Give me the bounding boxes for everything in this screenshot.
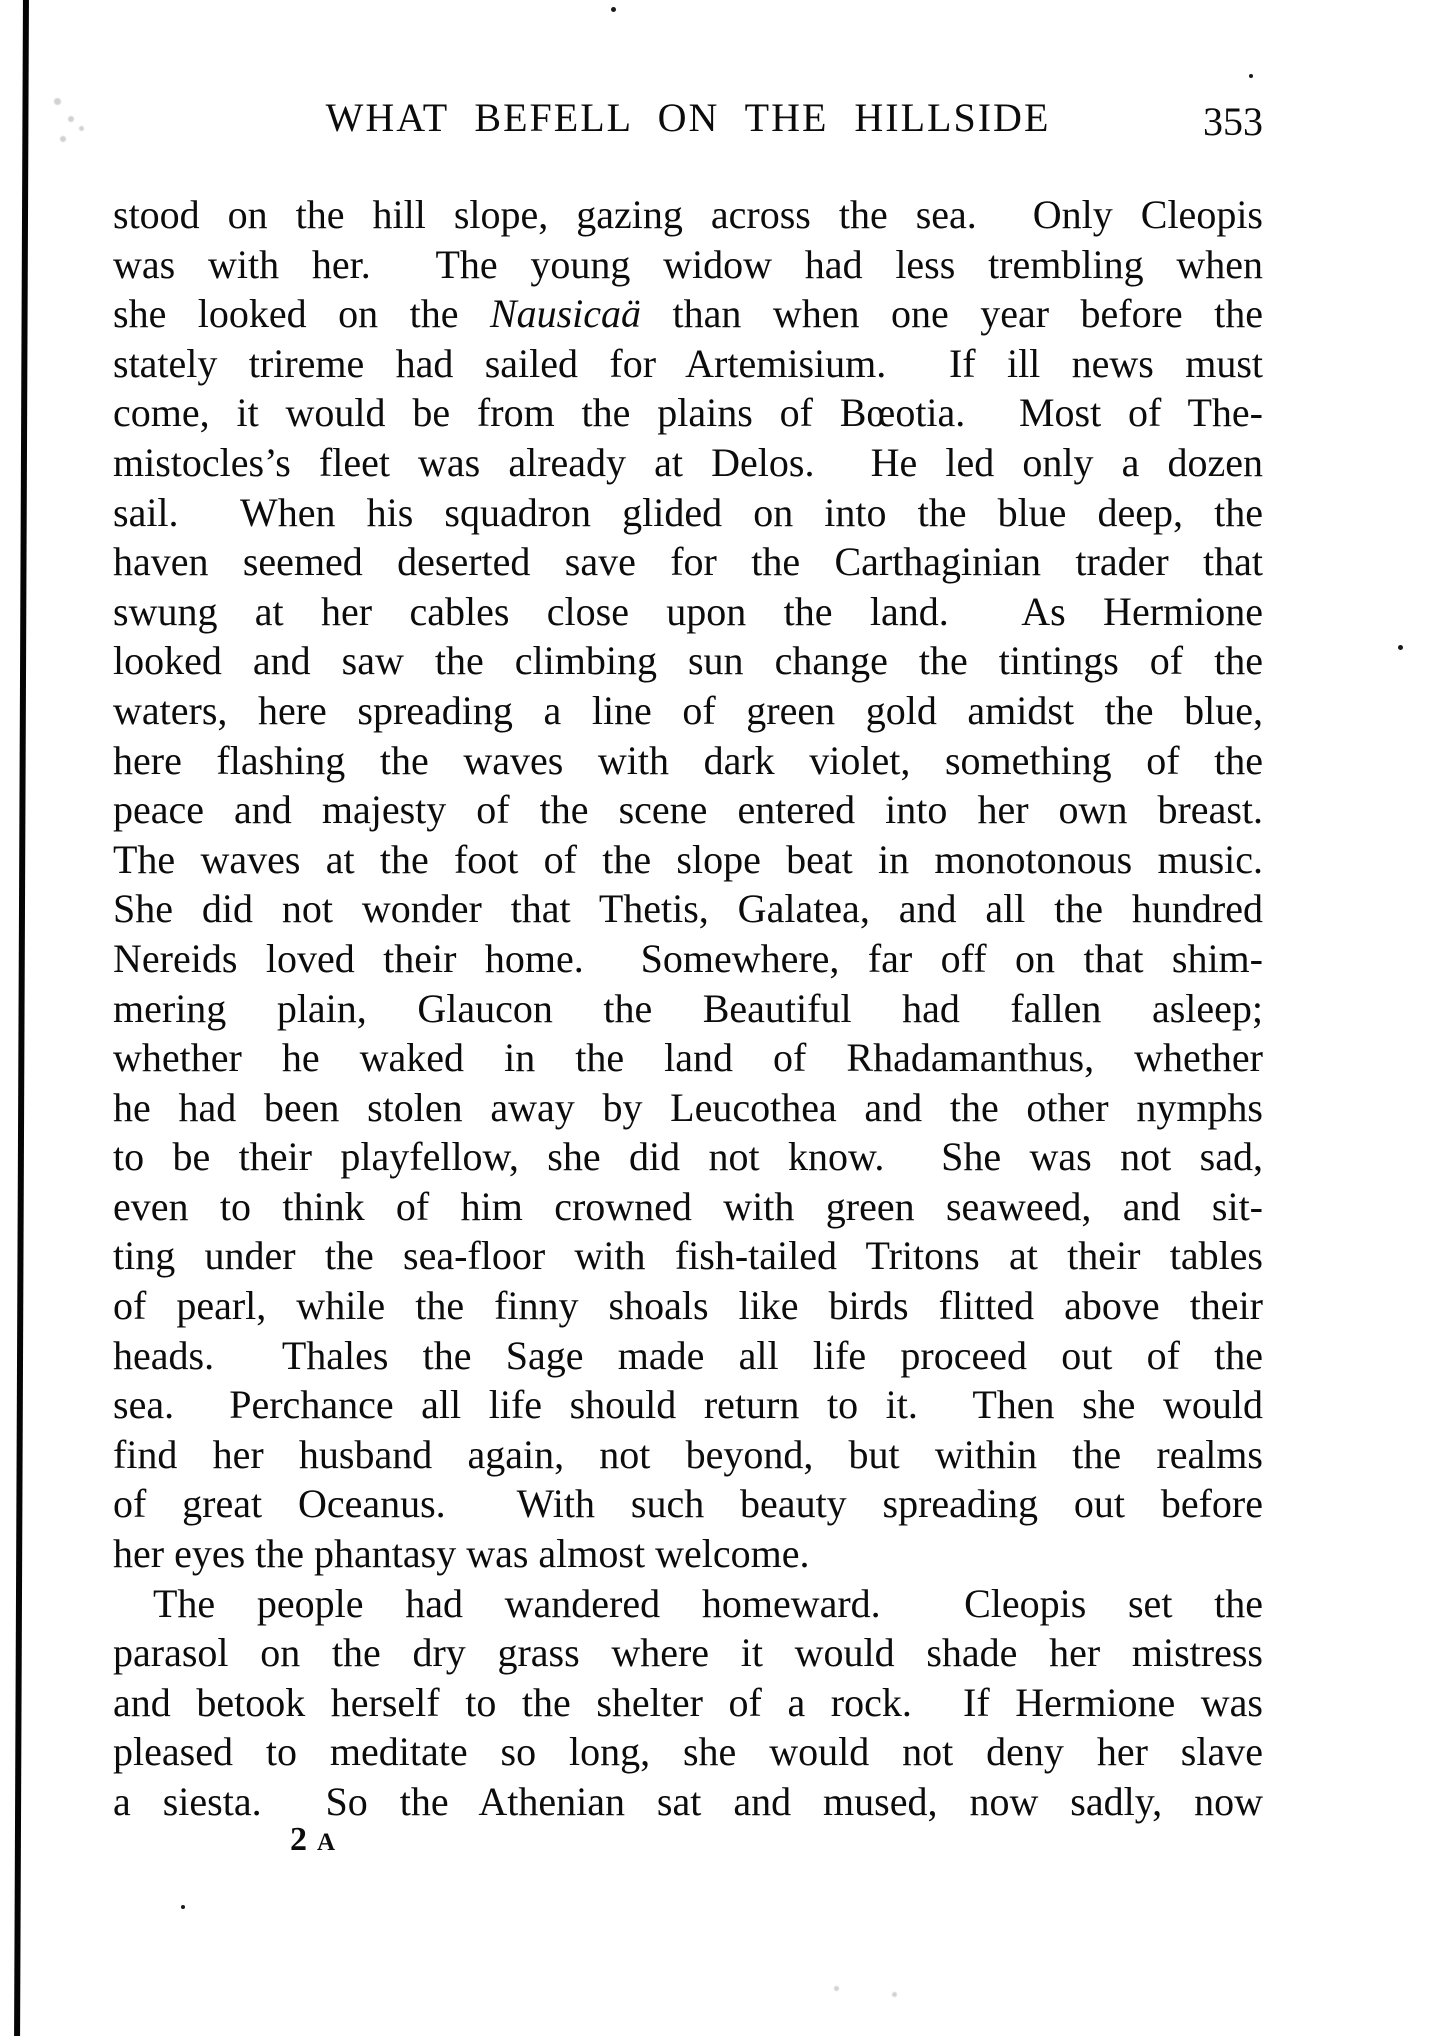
text-line [113,438,1263,488]
text-run: Nereids loved their home. Somewhere, far off on that shim- [113,935,1263,981]
text-line [113,1331,1263,1381]
text-run: She did not wonder that Thetis, Galatea, and all the hundred [113,886,1263,932]
text-line [113,1777,1263,1827]
text-line [113,240,1263,290]
text-run: sea. Perchance all life should return to it. Then she would [113,1382,1263,1428]
text-run: and betook herself to the shelter of a rock. If Hermione was [113,1679,1263,1725]
italic-run: Nausicaä [489,291,642,337]
printer-signature [290,1822,335,1864]
signature-letter: A [317,1829,336,1856]
text-run: even to think of him crowned with green seaweed, and sit- [113,1183,1263,1229]
text-run: The waves at the foot of the slope beat in monotonous music. [113,836,1263,882]
page-number: 353 [1203,99,1263,144]
text-line [113,339,1263,389]
text-run: pleased to meditate so long, she would not deny her slave [113,1729,1263,1775]
text-run: parasol on the dry grass where it would shade her mistress [113,1630,1263,1676]
text-line [113,1231,1263,1281]
text-run: than when one year before the [641,291,1263,337]
text-run: he had been stolen away by Leucothea and the other nymphs [113,1084,1263,1130]
scan-smudge [60,136,66,142]
text-line [113,686,1263,736]
text-line [113,785,1263,835]
text-run: swung at her cables close upon the land. As Hermione [113,588,1263,634]
scan-speckle [181,1905,185,1909]
text-run: a siesta. So the Athenian sat and mused, now sadly, now [113,1779,1263,1824]
scan-speckle [834,1986,839,1991]
text-line [113,388,1263,438]
text-line [113,1380,1263,1430]
scan-smudge [54,98,61,105]
scan-speckle [1249,74,1253,78]
text-line [113,636,1263,686]
text-line [113,289,1263,339]
text-run: was with her. The young widow had less trembling when [113,241,1263,287]
text-line [113,587,1263,637]
text-line [113,736,1263,786]
page-header [113,96,1263,144]
text-run: come, it would be from the plains of Bœotia. Most of The- [113,390,1263,436]
text-line [113,1033,1263,1083]
body-text [113,190,1263,1827]
text-line [113,1083,1263,1133]
text-line [113,488,1263,538]
text-line [113,1529,1263,1579]
text-line [113,1579,1263,1629]
text-run: she looked on the [113,291,490,337]
signature-number: 2 [290,1821,307,1858]
text-line [113,1678,1263,1728]
text-line [113,1479,1263,1529]
scan-smudge [68,116,74,122]
scan-speckle [1398,645,1403,650]
text-run: stood on the hill slope, gazing across the sea. Only Cleopis [113,192,1263,237]
text-run: mistocles’s fleet was already at Delos. He led only a dozen [113,439,1263,485]
text-run: mering plain, Glaucon the Beautiful had fallen asleep; [113,985,1263,1031]
text-line [113,1132,1263,1182]
scan-speckle [611,7,616,12]
text-run: her eyes the phantasy was almost welcome. [113,1531,810,1577]
text-line [113,190,1263,240]
text-run: sail. When his squadron glided on into the blue deep, the [113,489,1263,535]
text-run: stately trireme had sailed for Artemisium. If ill news must [113,340,1263,386]
scan-speckle [892,1992,897,1997]
text-run: waters, here spreading a line of green gold amidst the blue, [113,687,1263,733]
text-run: to be their playfellow, she did not know. She was not sad, [113,1134,1263,1180]
text-line [113,934,1263,984]
text-line [113,1182,1263,1232]
text-line [113,1727,1263,1777]
text-run: of great Oceanus. With such beauty spreading out before [113,1481,1263,1527]
text-line [113,1281,1263,1331]
spine-scan-line [14,0,29,2036]
text-run: whether he waked in the land of Rhadamanthus, whether [113,1035,1263,1081]
scan-smudge [79,126,84,131]
text-line [113,1430,1263,1480]
text-run: of pearl, while the finny shoals like birds flitted above their [113,1283,1263,1329]
text-run: ting under the sea-floor with fish-tailed Tritons at their tables [113,1233,1263,1279]
text-line [113,984,1263,1034]
text-line [113,537,1263,587]
text-run: The people had wandered homeward. Cleopis set the [153,1580,1263,1626]
text-run: peace and majesty of the scene entered into her own breast. [113,787,1263,833]
text-line [113,835,1263,885]
text-run: looked and saw the climbing sun change the tintings of the [113,638,1263,684]
text-run: here flashing the waves with dark violet, something of the [113,737,1263,783]
text-run: heads. Thales the Sage made all life proceed out of the [113,1332,1263,1378]
text-run: find her husband again, not beyond, but within the realms [113,1431,1263,1477]
text-line [113,1628,1263,1678]
running-title: WHAT BEFELL ON THE HILLSIDE [325,95,1051,140]
text-line [113,884,1263,934]
text-run: haven seemed deserted save for the Carthaginian trader that [113,539,1263,585]
